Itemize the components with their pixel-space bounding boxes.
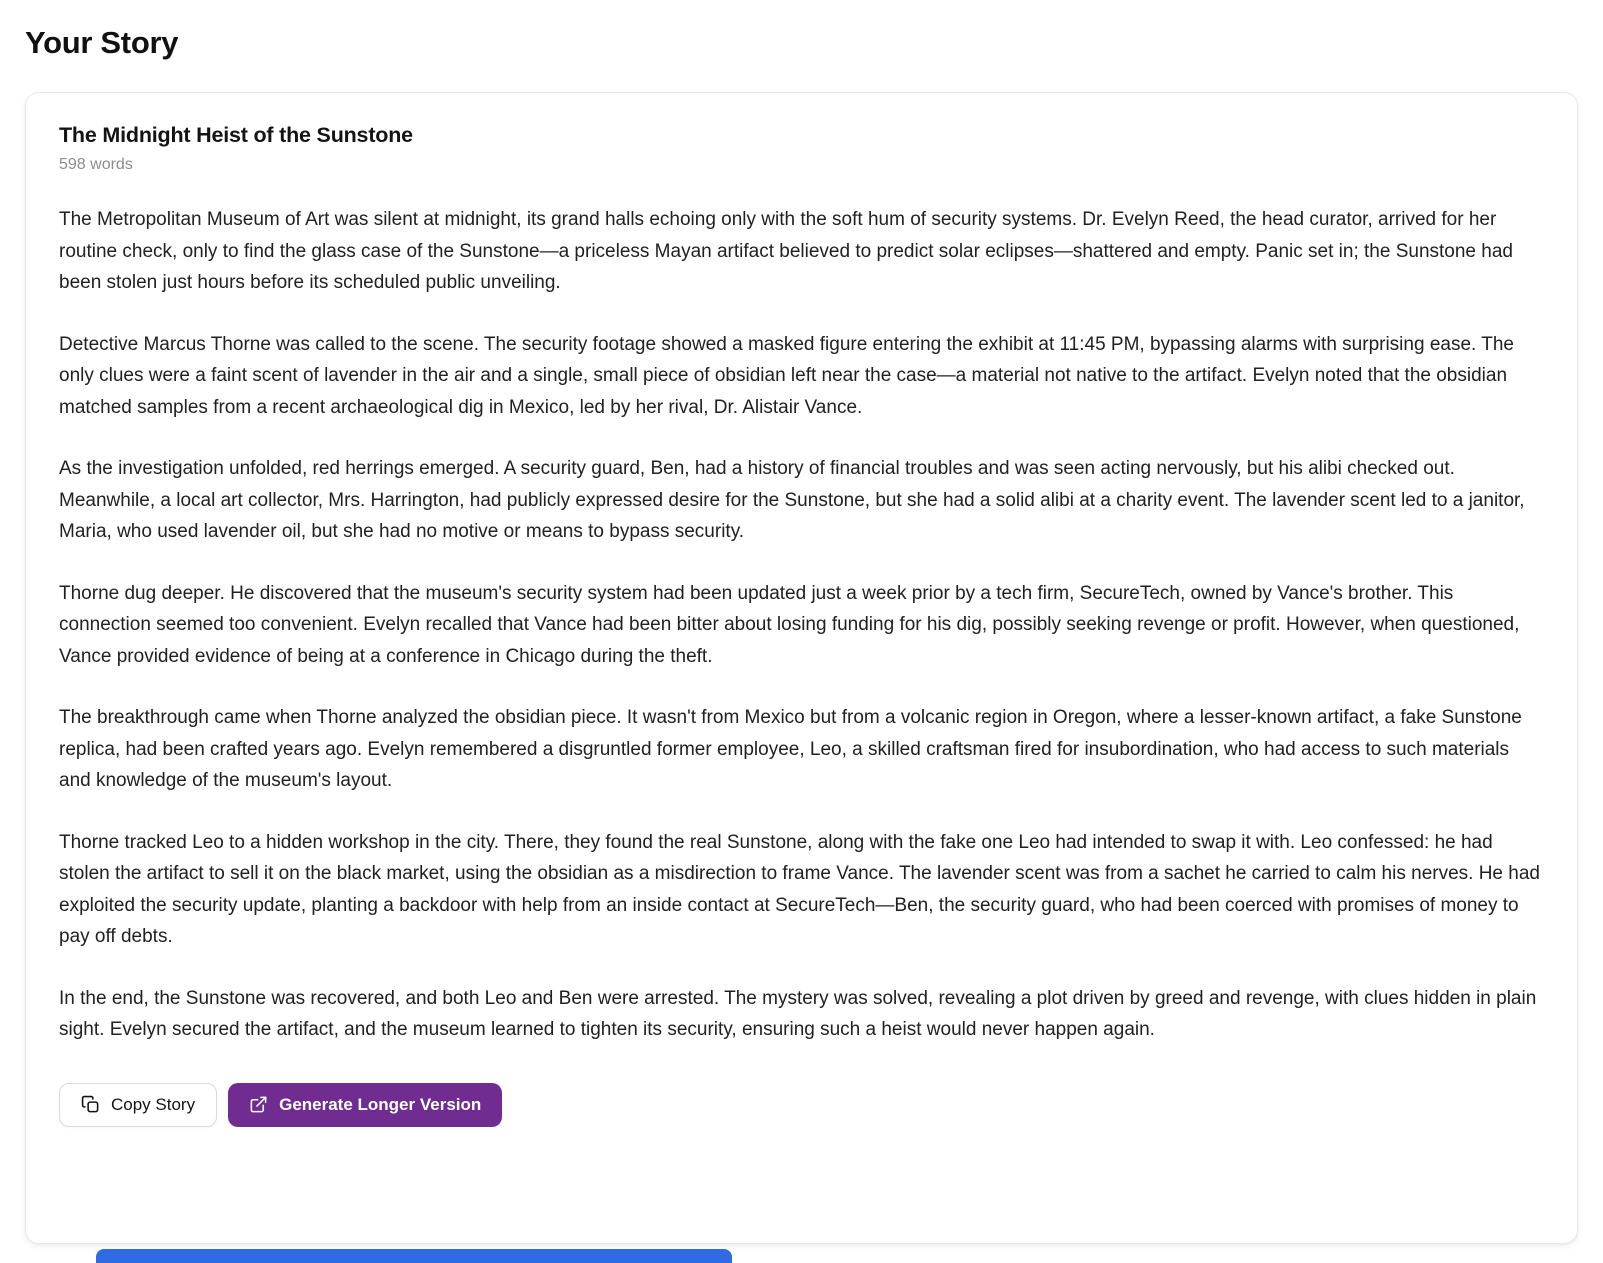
story-title: The Midnight Heist of the Sunstone [59, 123, 413, 147]
generate-longer-version-button[interactable] [228, 1083, 502, 1127]
partially-visible-bottom-element[interactable] [96, 1249, 732, 1263]
story-paragraph: As the investigation unfolded, red herrings emerged. A security guard, Ben, had a history of financial troubles and was seen acting nervously, but his alibi checked out. Meanwhile, a local art collector, Mrs. Harrington, had publicly expressed desire for the Sunstone, but she had a solid alibi at a charity event. The lavender scent led to a janitor, Maria, who used lavender oil, but she had no motive or means to bypass security. [59, 458, 1525, 542]
copy-icon [81, 1095, 100, 1114]
story-paragraph: The breakthrough came when Thorne analyzed the obsidian piece. It wasn't from Mexico but from a volcanic region in Oregon, where a lesser-known artifact, a fake Sunstone replica, had been crafted years ago. Evelyn remembered a disgruntled former employee, Leo, a skilled craftsman fired for insubordination, who had access to such materials and knowledge of the museum's layout. [59, 707, 1522, 791]
page-title: Your Story [25, 25, 179, 60]
copy-story-button[interactable] [59, 1083, 217, 1127]
story-paragraph: Thorne tracked Leo to a hidden workshop in the city. There, they found the real Sunstone, along with the fake one Leo had intended to swap it with. Leo confessed: he had stolen the artifact to sell it on the black market, using the obsidian as a misdirection to frame Vance. The lavender scent was from a sachet he carried to calm his nerves. He had exploited the security update, planting a backdoor with help from an inside contact at SecureTech—Ben, the security guard, who had been coerced with promises of money to pay off debts. [59, 831, 1540, 947]
story-body [59, 204, 1544, 1046]
story-paragraph: In the end, the Sunstone was recovered, and both Leo and Ben were arrested. The mystery was solved, revealing a plot driven by greed and revenge, with clues hidden in plain sight. Evelyn secured the artifact, and the museum learned to tighten its security, ensuring such a heist would never happen again. [59, 987, 1537, 1040]
story-card [25, 92, 1578, 1244]
story-paragraph: Detective Marcus Thorne was called to the scene. The security footage showed a masked figure entering the exhibit at 11:45 PM, bypassing alarms with surprising ease. The only clues were a faint scent of lavender in the air and a single, small piece of obsidian left near the case—a material not native to the artifact. Evelyn noted that the obsidian matched samples from a recent archaeological dig in Mexico, led by her rival, Dr. Alistair Vance. [59, 333, 1514, 418]
story-paragraph: Thorne dug deeper. He discovered that the museum's security system had been updated just a week prior by a tech firm, SecureTech, owned by Vance's brother. This connection seemed too convenient. Evelyn recalled that Vance had been bitter about losing funding for his dig, possibly seeking revenge or profit. However, when questioned, Vance provided evidence of being at a conference in Chicago during the theft. [59, 582, 1520, 667]
generate-longer-version-label: Generate Longer Version [279, 1095, 482, 1114]
word-count: 598 words [59, 156, 133, 173]
copy-story-label: Copy Story [111, 1095, 196, 1114]
action-buttons-row [59, 1083, 1544, 1127]
external-link-icon [249, 1095, 268, 1114]
story-paragraph: The Metropolitan Museum of Art was silent at midnight, its grand halls echoing only with the soft hum of security systems. Dr. Evelyn Reed, the head curator, arrived for her routine check, only to find the glass case of the Sunstone—a priceless Mayan artifact believed to predict solar eclipses—shattered and empty. Panic set in; the Sunstone had been stolen just hours before its scheduled public unveiling. [59, 209, 1513, 293]
